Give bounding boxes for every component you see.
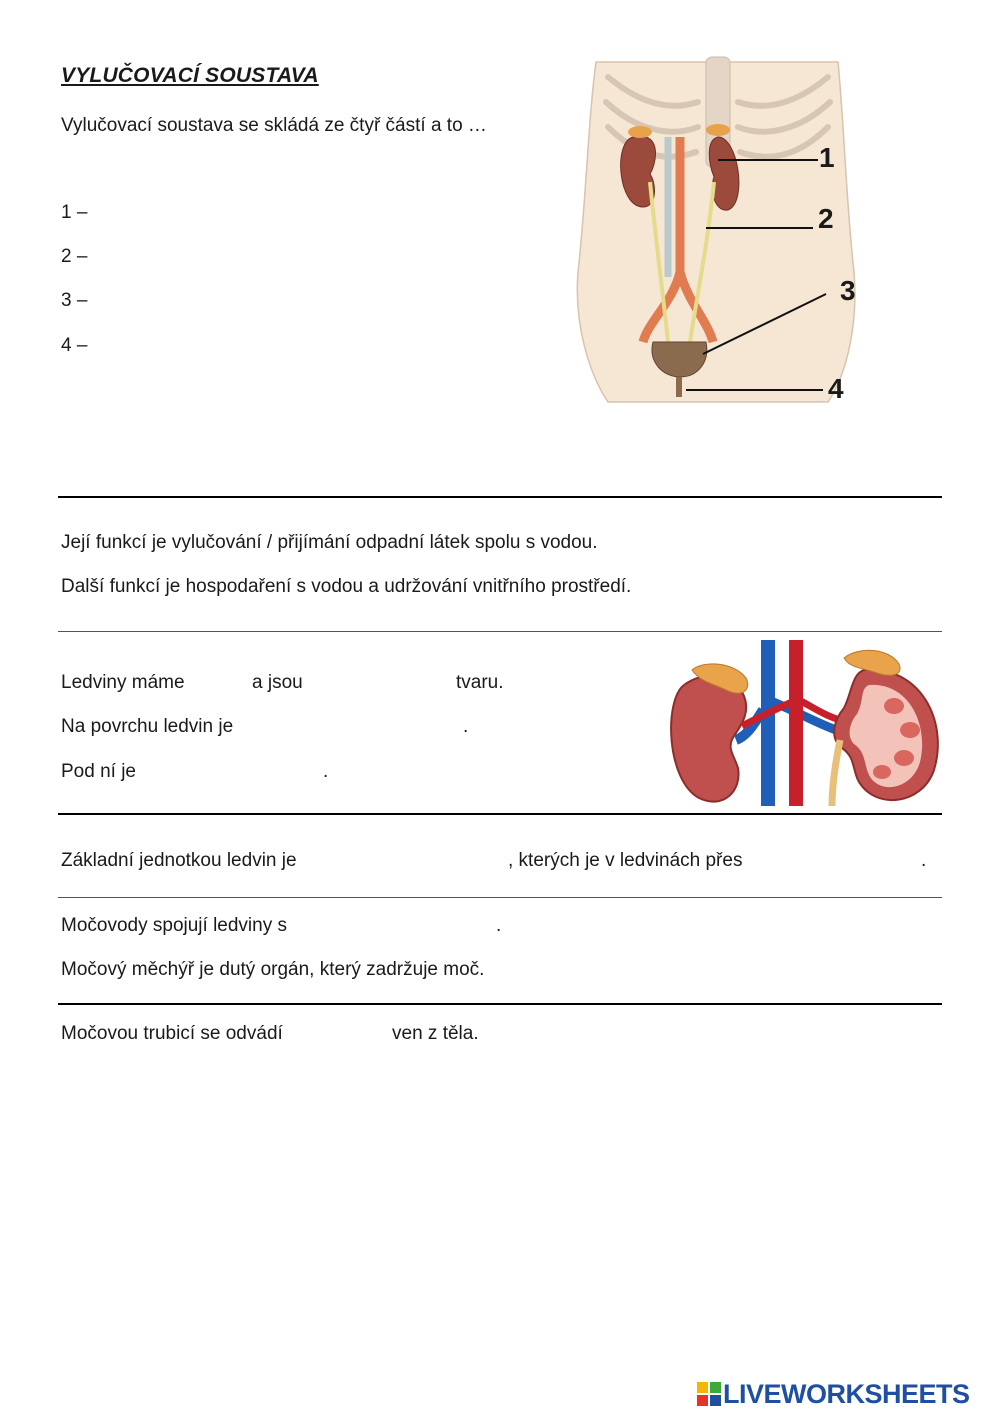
intro-text: Vylučovací soustava se skládá ze čtyř částí a to …	[61, 115, 487, 136]
kidney-line-1-c: tvaru.	[456, 672, 504, 693]
part-2-label: 2 –	[61, 246, 88, 267]
unit-text-b: , kterých je v ledvinách přes	[508, 850, 743, 871]
kidney-illustration	[664, 640, 944, 806]
worksheet-title: VYLUČOVACÍ SOUSTAVA	[61, 64, 319, 87]
ureter-line-1-b: .	[496, 915, 502, 936]
function-line-2: Další funkcí je hospodaření s vodou a udržování vnitřního prostředí.	[61, 576, 632, 597]
unit-text-c: .	[921, 850, 927, 871]
kidney-line-2-a: Na povrchu ledvin je	[61, 716, 234, 737]
section-divider	[58, 813, 942, 815]
kidney-line-3-a: Pod ní je	[61, 761, 136, 782]
urethra-text-a: Močovou trubicí se odvádí	[61, 1023, 283, 1044]
diagram-label-3: 3	[840, 275, 856, 306]
part-3-label: 3 –	[61, 290, 88, 311]
section-divider	[58, 897, 942, 898]
part-4-label: 4 –	[61, 335, 88, 356]
section-divider	[58, 1003, 942, 1005]
ureter-line-1-a: Močovody spojují ledviny s	[61, 915, 287, 936]
diagram-label-4: 4	[828, 373, 844, 404]
kidney-line-3-b: .	[323, 761, 329, 782]
section-divider	[58, 631, 942, 632]
kidney-line-2-b: .	[463, 716, 469, 737]
unit-text-a: Základní jednotkou ledvin je	[61, 850, 297, 871]
section-divider	[58, 496, 942, 498]
bladder-line: Močový měchýř je dutý orgán, který zadržuje moč.	[61, 959, 485, 980]
diagram-label-2: 2	[818, 203, 834, 234]
kidney-line-1-a: Ledviny máme	[61, 672, 185, 693]
kidney-line-1-b: a jsou	[252, 672, 303, 693]
part-1-label: 1 –	[61, 202, 88, 223]
liveworksheets-logo-text: LIVEWORKSHEETS	[723, 1378, 970, 1409]
function-line-1: Její funkcí je vylučování / přijímání odpadní látek spolu s vodou.	[61, 532, 598, 553]
diagram-label-1: 1	[819, 142, 835, 173]
urethra-text-b: ven z těla.	[392, 1023, 479, 1044]
liveworksheets-logo	[697, 1378, 970, 1410]
liveworksheets-logo-icon	[697, 1382, 721, 1406]
